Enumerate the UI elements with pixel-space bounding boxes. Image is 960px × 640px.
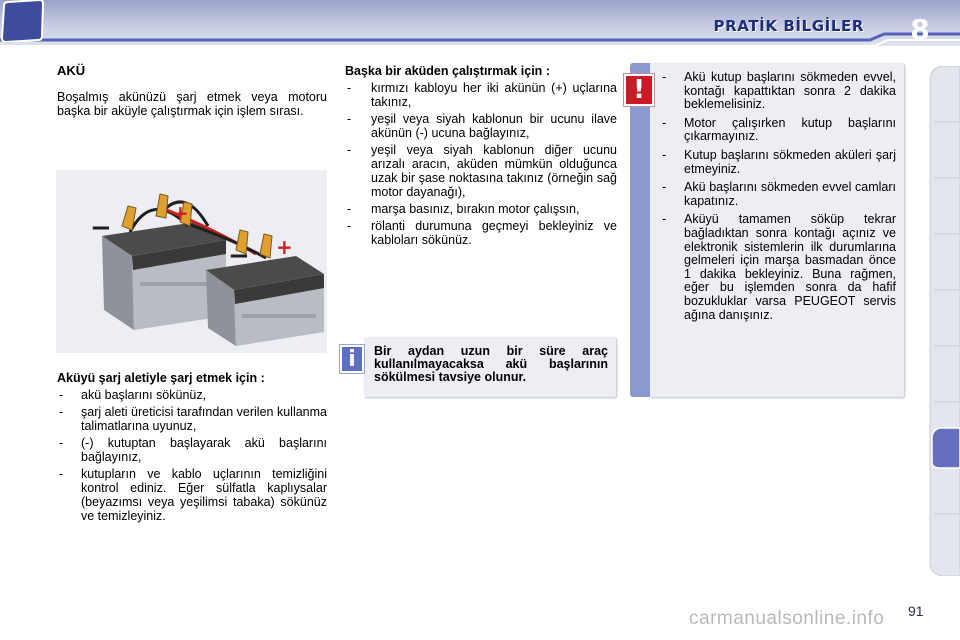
list-item: - Motor çalışırken kutup başlarını çıkarmayınız. <box>660 117 896 144</box>
middle-column <box>345 64 617 250</box>
list-item: - yeşil veya siyah kablonun bir ucunu ilave akünün (-) ucuna bağlayınız, <box>345 112 617 140</box>
info-icon: i <box>340 345 364 373</box>
charger-steps-list <box>57 388 327 523</box>
svg-text:+: + <box>276 235 293 259</box>
header-band <box>0 0 960 54</box>
battery-jumper-cables-illustration <box>56 170 327 353</box>
warning-box <box>630 63 904 397</box>
list-item: - kırmızı kabloyu her iki akünün (+) uçlarına takınız, <box>345 81 617 109</box>
chapter-number: 8 <box>910 13 930 46</box>
info-note-text: Bir aydan uzun bir süre araç kullanılmayacaksa akü başlarının sökülmesi tavsiye olunur. <box>364 337 616 397</box>
jump-start-title: Başka bir aküden çalıştırmak için : <box>345 64 550 78</box>
list-item: - Aküyü tamamen söküp tekrar bağladıktan sonra kontağı açınız ve elektronik sistemlerin ilk durumlarına gelmeleri için marşa basmadan önce 1 dakika bekleyiniz. Buna rağmen, eğer bu işlemden sonra da hafif bozukluklar varsa PEUGEOT servis ağına danışınız. <box>660 213 896 322</box>
intro-paragraph: Boşalmış akünüzü şarj etmek veya motoru başka bir aküyle çalıştırmak için işlem sırası. <box>57 90 327 118</box>
svg-text:+: + <box>172 201 189 225</box>
svg-text:−: − <box>90 213 112 243</box>
chapter-title: PRATİK BİLGİLER <box>713 17 864 35</box>
section-title-battery: AKÜ <box>57 63 86 78</box>
list-item: - (-) kutuptan başlayarak akü başlarını bağlayınız, <box>57 436 327 464</box>
warning-icon: ! <box>624 74 654 106</box>
charger-section-title: Aküyü şarj aletiyle şarj etmek için : <box>57 371 265 385</box>
warning-list <box>660 71 896 322</box>
svg-text:−: − <box>228 241 250 271</box>
info-note-box <box>340 337 616 397</box>
list-item: - Akü başlarını sökmeden evvel camları kapatınız. <box>660 181 896 208</box>
left-column <box>57 64 327 118</box>
list-item: - Kutup başlarını sökmeden aküleri şarj etmeyiniz. <box>660 149 896 176</box>
list-item: - Akü kutup başlarını sökmeden evvel, kontağı kapattıktan sonra 2 dakika beklemelisiniz. <box>660 71 896 112</box>
warning-box-content <box>650 63 904 397</box>
page-number: 91 <box>908 603 924 619</box>
list-item: - akü başlarını sökünüz, <box>57 388 327 402</box>
list-item: - kutupların ve kablo uçlarının temizliğini kontrol ediniz. Eğer sülfatla kaplıysalar (beyazımsı veya yeşilimsi tabaka) sökünüz ve temizleyiniz. <box>57 467 327 523</box>
list-item: - rölanti durumuna geçmeyi bekleyiniz ve kabloları sökünüz. <box>345 219 617 247</box>
list-item: - yeşil veya siyah kablonun diğer ucunu arızalı aracın, aküden mümkün olduğunca uzak bir şase noktasına takınız (örneğin sağ motor dayanağı), <box>345 143 617 199</box>
jump-start-steps-list <box>345 81 617 247</box>
list-item: - şarj aleti üreticisi tarafından verilen kullanma talimatlarına uyunuz, <box>57 405 327 433</box>
battery-right-icon <box>206 256 324 346</box>
warning-box-bar <box>630 63 652 397</box>
list-item: - marşa basınız, bırakın motor çalışsın, <box>345 202 617 216</box>
charger-section <box>57 371 327 526</box>
watermark: carmanualsonline.info <box>689 608 885 629</box>
chapter-badge-icon <box>0 0 44 42</box>
chapter-tab-strip <box>928 66 960 576</box>
